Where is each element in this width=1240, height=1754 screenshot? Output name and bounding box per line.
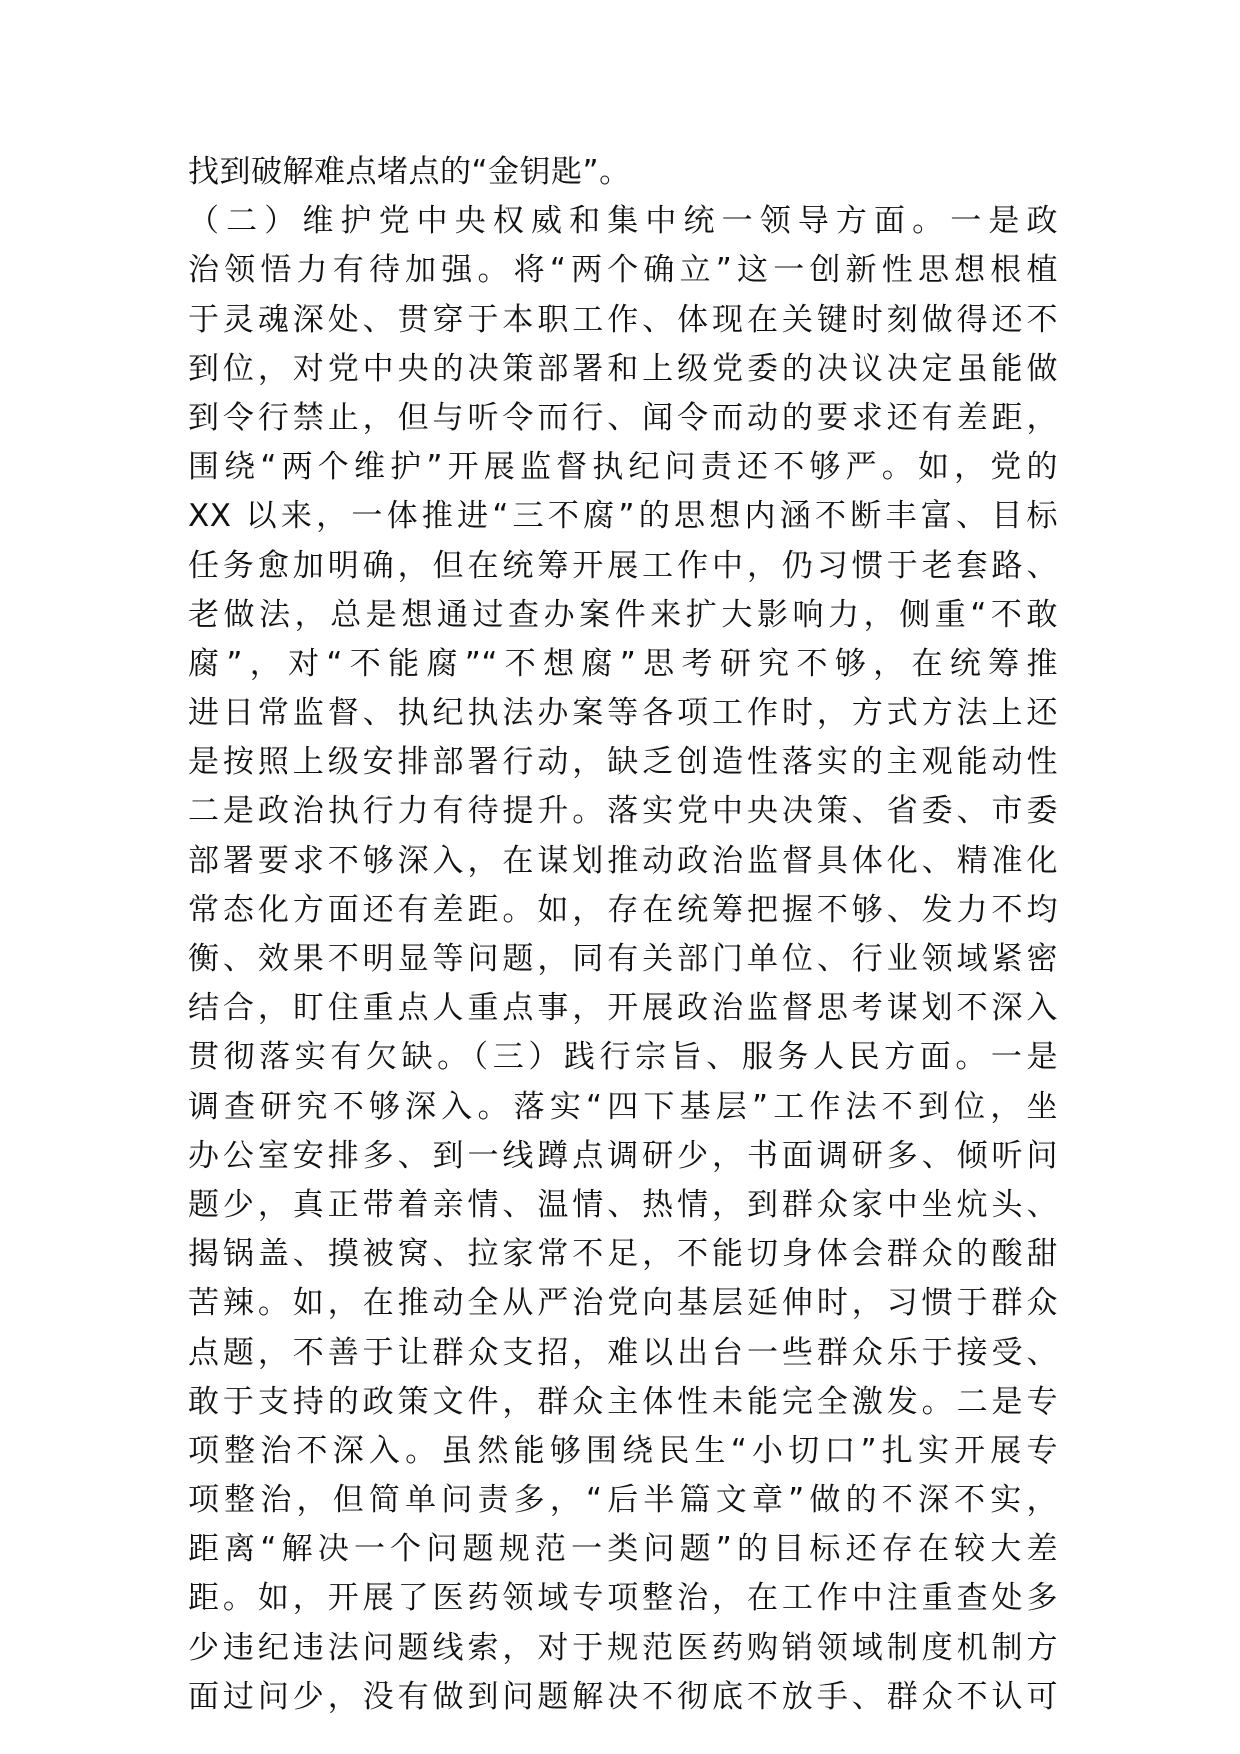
- text-line: 项整治，但简单问责多，“后半篇文章”做的不深不实，: [188, 1482, 1058, 1519]
- text-line: 到令行禁止，但与听令而行、闻令而动的要求还有差距，: [188, 399, 1058, 436]
- text-line: 老做法，总是想通过查办案件来扩大影响力，侧重“不敢: [188, 596, 1058, 633]
- text-line: 进日常监督、执纪执法办案等各项工作时，方式方法上还: [188, 695, 1058, 732]
- text-line: 敢于支持的政策文件，群众主体性未能完全激发。二是专: [188, 1383, 1058, 1420]
- text-line: 结合，盯住重点人重点事，开展政治监督思考谋划不深入: [188, 990, 1058, 1027]
- text-line: 常态化方面还有差距。如，存在统筹把握不够、发力不均: [188, 891, 1058, 928]
- text-line: 是按照上级安排部署行动，缺乏创造性落实的主观能动性: [188, 744, 1058, 781]
- text-line: 部署要求不够深入，在谋划推动政治监督具体化、精准化: [188, 842, 1058, 879]
- text-line: 面过问少，没有做到问题解决不彻底不放手、群众不认可: [188, 1678, 1058, 1715]
- text-line: 点题，不善于让群众支招，难以出台一些群众乐于接受、: [188, 1334, 1058, 1371]
- text-line: 找到破解难点堵点的“金钥匙”。: [188, 154, 631, 190]
- text-line: 于灵魂深处、贯穿于本职工作、体现在关键时刻做得还不: [188, 301, 1058, 338]
- text-line: 二是政治执行力有待提升。落实党中央决策、省委、市委: [188, 793, 1058, 830]
- text-line: XX 以来，一体推进“三不腐”的思想内涵不断丰富、目标: [188, 498, 1058, 535]
- text-line: 距。如，开展了医药领域专项整治，在工作中注重查处多: [188, 1580, 1058, 1617]
- text-line: 揭锅盖、摸被窝、拉家常不足，不能切身体会群众的酸甜: [188, 1236, 1058, 1273]
- text-line: 少违纪违法问题线索，对于规范医药购销领域制度机制方: [188, 1629, 1058, 1666]
- text-line: 项整治不深入。虽然能够围绕民生“小切口”扎实开展专: [188, 1432, 1058, 1469]
- text-line: 距离“解决一个问题规范一类问题”的目标还存在较大差: [188, 1531, 1058, 1568]
- text-line: 治领悟力有待加强。将“两个确立”这一创新性思想根植: [188, 252, 1058, 289]
- text-line: 题少，真正带着亲情、温情、热情，到群众家中坐炕头、: [188, 1186, 1058, 1223]
- document-body: [188, 148, 1058, 1722]
- text-line: 衡、效果不明显等问题，同有关部门单位、行业领域紧密: [188, 941, 1058, 977]
- text-line: 调查研究不够深入。落实“四下基层”工作法不到位，坐: [188, 1088, 1058, 1125]
- text-line: 贯彻落实有欠缺。（三）践行宗旨、服务人民方面。一是: [188, 1039, 1058, 1076]
- text-line: 办公室安排多、到一线蹲点调研少，书面调研多、倾听问: [188, 1137, 1058, 1174]
- text-line: （二）维护党中央权威和集中统一领导方面。一是政: [188, 203, 1058, 240]
- text-line: 任务愈加明确，但在统筹开展工作中，仍习惯于老套路、: [188, 547, 1058, 584]
- text-line: 到位，对党中央的决策部署和上级党委的决议决定虽能做: [188, 350, 1058, 387]
- text-line: 腐”，对“不能腐”“不想腐”思考研究不够，在统筹推: [188, 645, 1058, 682]
- text-line: 苦辣。如，在推动全从严治党向基层延伸时，习惯于群众: [188, 1285, 1058, 1322]
- text-line: 围绕“两个维护”开展监督执纪问责还不够严。如，党的: [188, 449, 1058, 486]
